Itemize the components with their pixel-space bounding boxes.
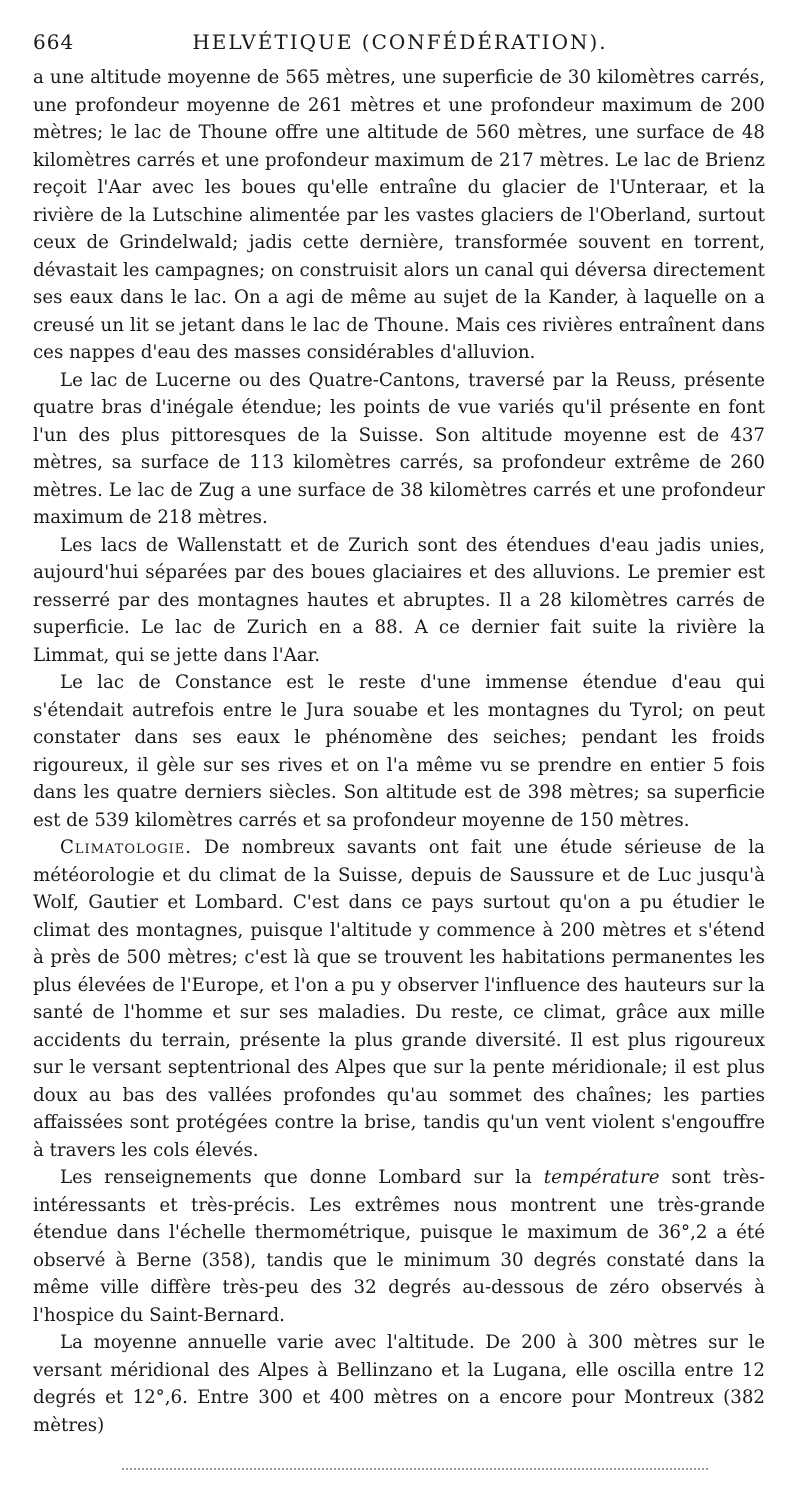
temperature-text-end: sont très-intéressants et très-précis. Les extrêmes nous montrent une très-grande étendue dans l'échelle thermométrique, puisque le maximum de 36°,2 a été observé à Berne (358), tandis que le minimum 30 degrés constaté dans la même ville diffère très-peu des 32 degrés au-dessous de zéro observés à l'hospice du Saint-Bernard.: [33, 1167, 765, 1326]
page-body: [33, 64, 765, 1439]
page-header: [33, 30, 767, 56]
climatology-text: De nombreux savants ont fait une étude sérieuse de la météorologie et du climat de la Suisse, depuis de Saussure et de Luc jusqu'à Wolf, Gautier et Lombard. C'est dans ce pays surtout qu'on a pu étudier le climat des montagnes, puisque l'altitude y commence à 200 mètres et s'étend à près de 500 mètres; c'est là que se trouvent les habitations permanentes les plus élevées de l'Europe, et l'on a pu y observer l'influence des hauteurs sur la santé de l'homme et sur ses maladies. Du reste, ce climat, grâce aux mille accidents du terrain, présente la plus grande diversité. Il est plus rigoureux sur le versant septentrional des Alpes que sur la pente méridionale; il est plus doux au bas des vallées profondes qu'au sommet des chaînes; les parties affaissées sont protégées contre la brise, tandis qu'un vent violent s'engouffre à travers les cols élevés.: [33, 837, 765, 1161]
footer-dotted-rule: [122, 1468, 708, 1470]
paragraph-lakes-wallenstatt-zurich: Les lacs de Wallenstatt et de Zurich sont des étendues d'eau jadis unies, aujourd'hui séparées par des boues glaciaires et des alluvions. Le premier est resserré par des montagnes hautes et abruptes. Il a 28 kilomètres carrés de superficie. Le lac de Zurich en a 88. A ce dernier fait suite la rivière la Limmat, qui se jette dans l'Aar.: [33, 534, 765, 666]
section-heading-climatology: Climatologie.: [60, 837, 193, 858]
page-number: 664: [33, 30, 75, 54]
paragraph-lakes-thoune-brienz: a une altitude moyenne de 565 mètres, une superficie de 30 kilomètres carrés, une profondeur moyenne de 261 mètres et une profondeur maximum de 200 mètres; le lac de Thoune offre une altitude de 560 mètres, une surface de 48 kilomètres carrés et une profondeur maximum de 217 mètres. Le lac de Brienz reçoit l'Aar avec les boues qu'elle entraîne du glacier de l'Unteraar, et la rivière de la Lutschine alimentée par les vastes glaciers de l'Oberland, surtout ceux de Grindelwald; jadis cette dernière, transformée souvent en torrent, dévastait les campagnes; on construisit alors un canal qui déversa directement ses eaux dans le lac. On a agi de même au sujet de la Kander, à laquelle on a creusé un lit se jetant dans le lac de Thoune. Mais ces rivières entraînent dans ces nappes d'eau des masses considérables d'alluvion.: [33, 67, 765, 363]
temperature-italic-term: température: [543, 1167, 660, 1188]
paragraph-climatology: [33, 834, 765, 1164]
paragraph-lake-lucerne: Le lac de Lucerne ou des Quatre-Cantons, traversé par la Reuss, présente quatre bras d'inégale étendue; les points de vue variés qu'il présente en font l'un des plus pittoresques de la Suisse. Son altitude moyenne est de 437 mètres, sa surface de 113 kilomètres carrés, sa profondeur extrême de 260 mètres. Le lac de Zug a une surface de 38 kilomètres carrés et une profondeur maximum de 218 mètres.: [33, 369, 765, 528]
paragraph-temperature: [33, 1164, 765, 1329]
temperature-text-start: Les renseignements que donne Lombard sur la: [60, 1167, 544, 1188]
running-title: HELVÉTIQUE (CONFÉDÉRATION).: [192, 30, 608, 54]
paragraph-annual-average: La moyenne annuelle varie avec l'altitude. De 200 à 300 mètres sur le versant méridional des Alpes à Bellinzano et la Lugana, elle oscilla entre 12 degrés et 12°,6. Entre 300 et 400 mètres on a encore pour Montreux (382 mètres): [33, 1332, 765, 1436]
paragraph-lake-constance: Le lac de Constance est le reste d'une immense étendue d'eau qui s'étendait autrefois entre le Jura souabe et les montagnes du Tyrol; on peut constater dans ses eaux le phénomène des seiches; pendant les froids rigoureux, il gèle sur ses rives et on l'a même vu se prendre en entier 5 fois dans les quatre derniers siècles. Son altitude est de 398 mètres; sa superficie est de 539 kilomètres carrés et sa profondeur moyenne de 150 mètres.: [33, 672, 765, 831]
